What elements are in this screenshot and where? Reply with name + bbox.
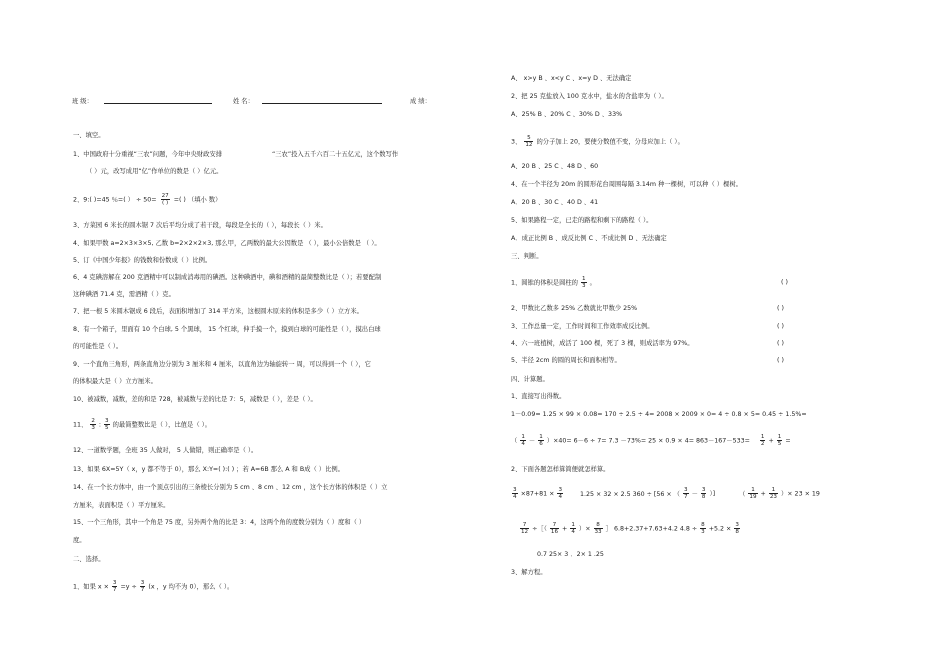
calc-1-row-2-fraction-1: $\frac{1}{4}$ bbox=[521, 434, 525, 447]
calc-2-row-2-fraction-2: $\frac{7}{16}$ bbox=[550, 522, 559, 535]
calc-2-row-1-fraction-1: $\frac{3}{4}$ bbox=[513, 487, 517, 500]
question-8b: 的可能性是（ ）。 bbox=[73, 343, 123, 350]
question-2-part-b: =( ) （填小 数） bbox=[173, 196, 222, 204]
choice-4: 4、在一个半径为 20m 的圆形花台周围每隔 3.14m 种一棵树，可以种（ ）棵树。 bbox=[511, 181, 742, 188]
calc-2-row-1-fraction-4: $\frac{3}{8}$ bbox=[701, 487, 706, 500]
score-label: 成 绩： bbox=[410, 98, 431, 105]
class-field[interactable] bbox=[104, 103, 212, 104]
calc-2-title: 2、下面各题怎样算简便就怎样算。 bbox=[511, 466, 610, 473]
question-2-part-a: 2、9:( )=45 ％=( ） ÷ 50= bbox=[73, 196, 157, 204]
question-11-fraction-1: $\frac{2}{3}$ bbox=[91, 418, 95, 431]
calc-1-title: 1、直接写出得数。 bbox=[511, 393, 566, 400]
question-2-fraction: $\frac{27}{( )}$ bbox=[161, 193, 169, 206]
calc-2-row-2-fraction-3: $\frac{1}{4}$ bbox=[571, 522, 575, 535]
choice-3: 3、 $\frac{5}{12}$ 的分子加上 20，要使分数值不变，分母应加上（ ）。 bbox=[511, 135, 684, 148]
calc-2-row-2: $\frac{7}{12}$ ÷［（ $\frac{7}{16}$ + $\frac{1}{4}$ ）× $\frac{8}{33}$ ］ 6.8+2.37+7.63+4.2 4.8 ÷ $\frac{8}{3}$ +5.2 × $\frac{3}{8}$ bbox=[521, 522, 739, 535]
judge-1-answer[interactable]: ( ) bbox=[781, 279, 788, 286]
section-calculate: 四、计算题。 bbox=[511, 376, 549, 383]
calc-1-row-2: （ $\frac{1}{4}$ － $\frac{1}{6}$ ）×40= 6－6 ÷ 7= 7.3 －73%= 25 × 0.9 × 4= 863－167－533= $\frac{1}{2}$ + $\frac{1}{5}$ = bbox=[511, 434, 791, 447]
choice-3-fraction: $\frac{5}{12}$ bbox=[525, 135, 533, 148]
question-6a: 6、4 克碘溶解在 200 克酒精中可以制成消毒用的碘酒。这种碘酒中，碘和酒精的最简整数比是（ ）；若要配制 bbox=[73, 274, 382, 281]
question-1a: 1、中国政府十分重视“三农”问题，今年中央财政安排 bbox=[73, 151, 223, 158]
choice-5: 5、如果路程一定，已走的路程和剩下的路程（ ）。 bbox=[511, 217, 653, 224]
judge-2-answer[interactable]: ( ) bbox=[777, 305, 784, 312]
question-1b: “三农”投入五千六百二十五亿元，这个数写作 bbox=[272, 151, 399, 158]
judge-5-answer[interactable]: ( ) bbox=[777, 357, 784, 364]
judge-2: 2、甲数比乙数多 25% 乙数就比甲数少 25% bbox=[511, 305, 638, 312]
calc-2-row-1-fraction-5: $\frac{1}{19}$ bbox=[749, 487, 757, 500]
choice-1-fraction-2: $\frac{3}{7}$ bbox=[140, 580, 145, 593]
section-choice: 二、选择。 bbox=[73, 556, 105, 563]
question-14a: 14、在一个长方体中，由一个顶点引出的三条棱长分别为 5 cm 、8 cm 、12 cm ，这个长方体的体积是（ ）立 bbox=[73, 484, 388, 491]
question-9b: 的体积最大是（ ）立方厘米。 bbox=[73, 378, 157, 385]
calc-2-row-2-fraction-6: $\frac{3}{8}$ bbox=[735, 522, 739, 535]
judge-4-answer[interactable]: ( ) bbox=[777, 340, 784, 347]
judge-3-answer[interactable]: ( ) bbox=[777, 323, 784, 330]
question-15a: 15、一个三角形，其中一个角是 75 度，另外两个角的比是 3：4，这两个角的度数分别为（ ）度和（ ） bbox=[73, 519, 366, 526]
choice-2: 2、把 25 克盐放入 100 克水中，盐水的含盐率为（ ）。 bbox=[511, 93, 668, 100]
question-3: 3、方菜园 6 米长的圆木锯 7 次后平均分成了若干段，每段是全长的（ ），每段长（ ）米。 bbox=[73, 222, 327, 229]
calc-1-row-2-fraction-2: $\frac{1}{6}$ bbox=[539, 434, 543, 447]
judge-1-fraction: $\frac{1}{3}$ bbox=[582, 276, 586, 289]
section-judge: 三、判断。 bbox=[511, 253, 543, 260]
question-6b: 这种碘酒 71.4 克，需酒精（ ）克。 bbox=[73, 291, 175, 298]
calc-2-row-2-fraction-5: $\frac{8}{3}$ bbox=[701, 522, 705, 535]
calc-2-row-3: 0.7 25× 3 ．2× 1 .25 bbox=[537, 551, 604, 558]
choice-1-fraction-1: $\frac{3}{7}$ bbox=[112, 580, 117, 593]
name-field[interactable] bbox=[262, 103, 382, 104]
calc-2-row-1-fraction-2: $\frac{3}{4}$ bbox=[558, 487, 563, 500]
judge-3: 3、工作总量一定，工作时间和工作效率成反比例。 bbox=[511, 323, 654, 330]
question-1c: （ ）元，改写成用“亿”作单位的数是（ ）亿元。 bbox=[86, 168, 223, 175]
calc-1-row-2-fraction-3: $\frac{1}{2}$ bbox=[760, 434, 765, 447]
calc-2-row-1-fraction-6: $\frac{1}{23}$ bbox=[769, 487, 777, 500]
judge-5: 5、半径 2cm 的圆的周长和面积相等。 bbox=[511, 357, 621, 364]
judge-1: 1、圆锥的体积是圆柱的 $\frac{1}{3}$ 。 bbox=[511, 276, 596, 289]
question-9a: 9、一个直角三角形，两条直角边分别为 3 厘米和 4 厘米，以直角边为轴旋转一 周，可以得到一个（ ），它 bbox=[73, 361, 371, 368]
question-14b: 方厘米，表面积是（ ）平方厘米。 bbox=[73, 502, 170, 509]
choice-2-options: A、25% B 、20% C 、30% D 、33% bbox=[511, 111, 623, 118]
calc-3-title: 3、解方程。 bbox=[511, 569, 547, 576]
calc-1-row-2-fraction-4: $\frac{1}{5}$ bbox=[777, 434, 782, 447]
question-12: 12、一道数学题，全班 35 人做对， 5 人做错，则正确率是（ ）。 bbox=[73, 447, 258, 454]
calc-2-row-2-fraction-4: $\frac{8}{33}$ bbox=[594, 522, 602, 535]
question-11-fraction-2: $\frac{3}{5}$ bbox=[105, 418, 109, 431]
question-5: 5、订《中国少年报》的钱数和份数成（ ）比例。 bbox=[73, 257, 212, 264]
question-15b: 度。 bbox=[73, 537, 86, 544]
question-13: 13、如果 6X=5Y（ x，y 都不等于 0），那么 X:Y=( ):( ) ；若 A=6B 那么 A 和 B成（ ）比例。 bbox=[73, 466, 344, 473]
question-2 bbox=[73, 193, 221, 206]
name-label: 姓 名： bbox=[233, 98, 254, 105]
choice-4-options: A．20 B 、30 C 、40 D 、41 bbox=[511, 199, 599, 206]
question-4: 4、如果甲数 a=2×3×3×5, 乙数 b=2×2×2×3, 那么甲，乙两数的最大公因数是 （ ），最小公倍数是 （ ）。 bbox=[73, 240, 381, 247]
choice-3-options: A、20 B 、25 C 、48 D 、60 bbox=[511, 163, 599, 170]
question-8a: 8、有一个箱子，里面有 10 个白球, 5 个黑球， 15 个红球，伸手摸一个，摸到白球的可能性是（ ），摸出白球 bbox=[73, 326, 381, 333]
choice-5-options: A．成正比例 B 、成反比例 C 、不成比例 D 、无法确定 bbox=[511, 235, 667, 242]
question-7: 7、把一根 5 米圆木锯成 6 段后，表面积增加了 314 平方米，这根圆木原来的体积是多少（ ）立方米。 bbox=[73, 308, 363, 315]
calc-2-row-1-fraction-3: $\frac{3}{7}$ bbox=[684, 487, 688, 500]
calc-1-row-1: 1－0.09= 1.25 × 99 × 0.08= 170 ÷ 2.5 ÷ 4= 2008 × 2009 × 0= 4 ÷ 0.8 × 5= 0.45 ÷ 1.5%= bbox=[511, 411, 807, 418]
calc-2-row-2-fraction-1: $\frac{7}{12}$ bbox=[521, 522, 529, 535]
question-11: 11、 $\frac{2}{3}$ : $\frac{3}{5}$ 的最简整数比是（ ），比值是（ ）。 bbox=[73, 418, 212, 431]
judge-4: 4、六一班植树，成活了 100 棵，死了 3 棵，则成活率为 97%。 bbox=[511, 340, 694, 347]
calc-2-row-1: $\frac{3}{4}$ ×87+81 × $\frac{3}{4}$ 1.25 × 32 × 2.5 360 ÷ [56 × （ $\frac{3}{7}$ － $\frac{3}{8}$ ）] （ $\frac{1}{19}$ + $\frac{1}{23}$ ）× 23 × 19 bbox=[513, 487, 820, 500]
choice-1: 1、如果 x × $\frac{3}{7}$ =y ÷ $\frac{3}{7}$ (x ，y 均不为 0），那么（ ）。 bbox=[73, 580, 234, 593]
section-fill-blank: 一、填空。 bbox=[73, 132, 105, 139]
question-10: 10、被减数，减数，差的和是 728，被减数与差的比是 7：5，减数是（ ），差是（ ）。 bbox=[73, 396, 317, 403]
class-label: 班 级： bbox=[72, 98, 93, 105]
choice-1-options: A、 x>y B 、x<y C 、x=y D 、无法确定 bbox=[511, 75, 632, 82]
